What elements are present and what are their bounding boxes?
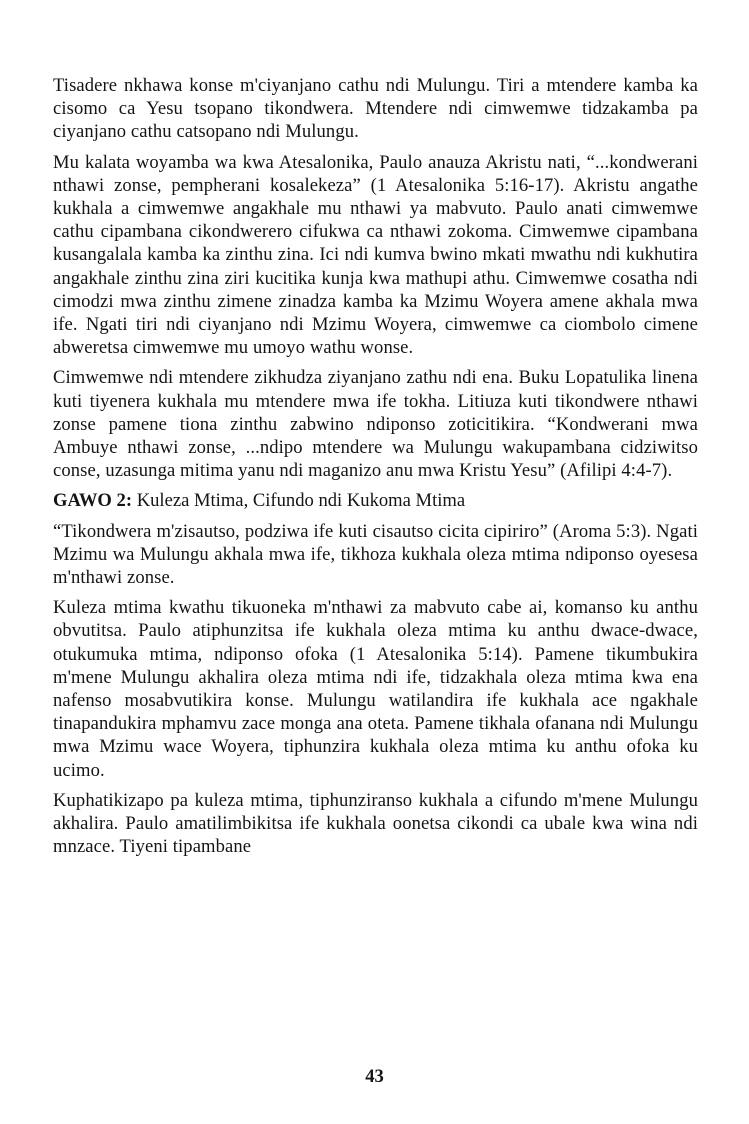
paragraph-2: Mu kalata woyamba wa kwa Atesalonika, Paulo anauza Akristu nati, “...kondwerani nthawi zonse, pempherani kosalekeza” (1 Atesalonika 5:16-17). Akristu angathe kukhala a cimwemwe angakhale mu nthawi ya mabvuto. Paulo anati cimwemwe cathu cipambana cikondwerero cifukwa ca nthawi zokoma. Cimwemwe cipambana kusangalala kamba ka zinthu zina. Ici ndi kumva bwino mkati mwathu ndi kukhutira angakhale zinthu zina ziri kucitika kunja kwa mathupi athu. Cimwemwe cosatha ndi cimodzi mwa zinthu zimene zinadza kamba ka Mzimu Woyera amene akhala mwa ife. Ngati tiri ndi ciyanjano ndi Mzimu Woyera, cimwemwe ca ciombolo cimene abweretsa cimwemwe mu umoyo wathu wonse.: [53, 151, 698, 359]
paragraph-5: Kuleza mtima kwathu tikuoneka m'nthawi za mabvuto cabe ai, komanso ku anthu obvutitsa. Paulo atiphunzitsa ife kukhala oleza mtima ku anthu dwace-dwace, otukumuka mtima, ndiponso ofoka (1 Atesalonika 5:14). Pamene tikumbukira m'mene Mulungu akhalira oleza mtima ndi ife, tidzakhala oleza mtima kwa ena nafenso mosabvutikira konse. Mulungu watilandira ife kukhala ace ngakhale tinapandukira mphamvu zace monga ana oteta. Pamene tikhala ofanana ndi Mulungu mwa Mzimu wace Woyera, tiphunzira kukhala oleza mtima ku anthu ofoka ku ucimo.: [53, 597, 698, 781]
page-text: [53, 74, 698, 866]
paragraph-3: Cimwemwe ndi mtendere zikhudza ziyanjano zathu ndi ena. Buku Lopatulika linena kuti tiyenera kukhala mu mtendere mwa ife tokha. Litiuza kuti tikondwere nthawi zonse pamene tiona zinthu zabwino ndiponso zoticitikira. “Kondwerani mwa Ambuye nthawi zonse, ...ndipo mtendere wa Mulungu wakupambana cidziwitso conse, uzasunga mitima yanu ndi maganizo anu mwa Kristu Yesu” (Afilipi 4:4-7).: [53, 367, 698, 482]
section-heading-label: GAWO 2:: [53, 490, 133, 512]
page-number: 43: [365, 1066, 384, 1087]
section-heading-title: Kuleza Mtima, Cifundo ndi Kukoma Mtima: [136, 490, 466, 512]
section-heading: [53, 489, 698, 512]
paragraph-6: Kuphatikizapo pa kuleza mtima, tiphunziranso kukhala a cifundo m'mene Mulungu akhalira. Paulo amatilimbikitsa ife kukhala oonetsa cikondi ca ubale kwa wina ndi mnzace. Tiyeni tipambane: [53, 789, 698, 858]
paragraph-4: “Tikondwera m'zisautso, podziwa ife kuti cisautso cicita cipiriro” (Aroma 5:3). Ngati Mzimu wa Mulungu akhala mwa ife, tikhoza kukhala oleza mtima ndiponso oyesesa m'nthawi zonse.: [53, 520, 698, 589]
paragraph-1: Tisadere nkhawa konse m'ciyanjano cathu ndi Mulungu. Tiri a mtendere kamba ka cisomo ca Yesu tsopano tikondwera. Mtendere ndi cimwemwe tidzakamba pa ciyanjano cathu catsopano ndi Mulungu.: [53, 75, 698, 143]
